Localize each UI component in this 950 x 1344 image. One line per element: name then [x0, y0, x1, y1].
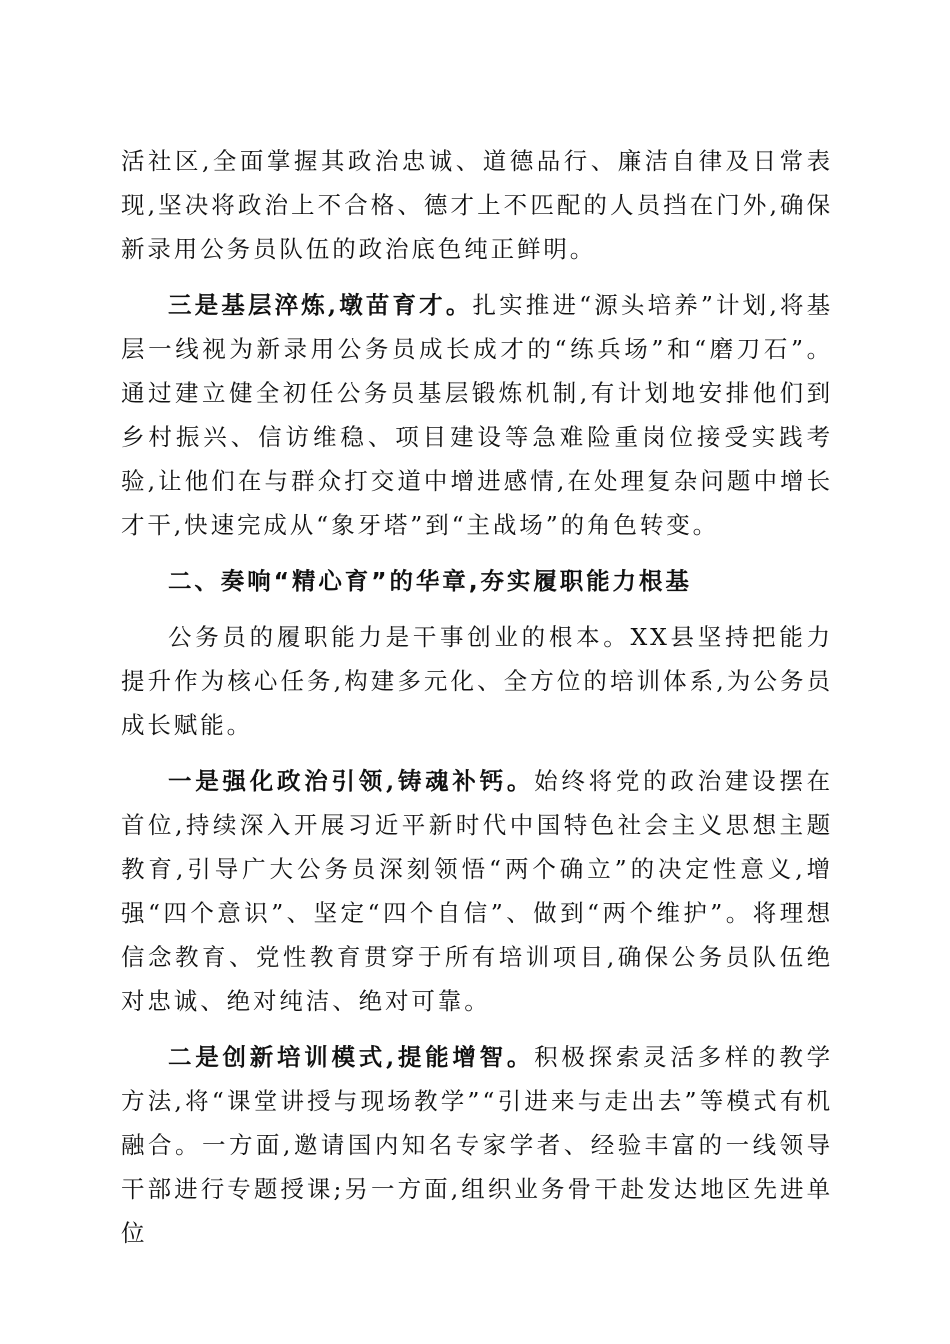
paragraph-lead-phrase: 二是创新培训模式,提能增智。 [168, 1043, 535, 1071]
paragraph-continuation [121, 139, 833, 271]
paragraph-training-innovation [121, 1035, 833, 1255]
paragraph-political-guidance [121, 759, 833, 1023]
paragraph-text: 积极探索灵活多样的教学方法,将“课堂讲授与现场教学”“引进来与走出去”等模式有机融合。一方面,邀请国内知名专家学者、经验丰富的一线领导干部进行专题授课;另一方面,组织业务骨干赴发达地区先进单位 [121, 1043, 834, 1247]
paragraph-text: 始终将党的政治建设摆在首位,持续深入开展习近平新时代中国特色社会主义思想主题教育,引导广大公务员深刻领悟“两个确立”的决定性意义,增强“四个意识”、坚定“四个自信”、做到“两个维护”。将理想信念教育、党性教育贯穿于所有培训项目,确保公务员队伍绝对忠诚、绝对纯洁、绝对可靠。 [121, 767, 834, 1015]
paragraph-text: 活社区,全面掌握其政治忠诚、道德品行、廉洁自律及日常表现,坚决将政治上不合格、德才上不匹配的人员挡在门外,确保新录用公务员队伍的政治底色纯正鲜明。 [121, 147, 833, 263]
paragraph-section-intro [121, 615, 833, 747]
paragraph-text: 公务员的履职能力是干事创业的根本。XX县坚持把能力提升作为核心任务,构建多元化、全方位的培训体系,为公务员成长赋能。 [121, 623, 833, 739]
paragraph-grassroots-training [121, 283, 833, 547]
paragraph-text: 扎实推进“源头培养”计划,将基层一线视为新录用公务员成长成才的“练兵场”和“磨刀石”。通过建立健全初任公务员基层锻炼机制,有计划地安排他们到乡村振兴、信访维稳、项目建设等急难险重岗位接受实践考验,让他们在与群众打交道中增进感情,在处理复杂问题中增长才干,快速完成从“象牙塔”到“主战场”的角色转变。 [121, 291, 834, 539]
paragraph-lead-phrase: 一是强化政治引领,铸魂补钙。 [168, 767, 535, 795]
section-heading: 二、奏响“精心育”的华章,夯实履职能力根基 [168, 567, 692, 595]
document-body [121, 139, 833, 1267]
paragraph-lead-phrase: 三是基层淬炼,墩苗育才。 [168, 291, 473, 319]
